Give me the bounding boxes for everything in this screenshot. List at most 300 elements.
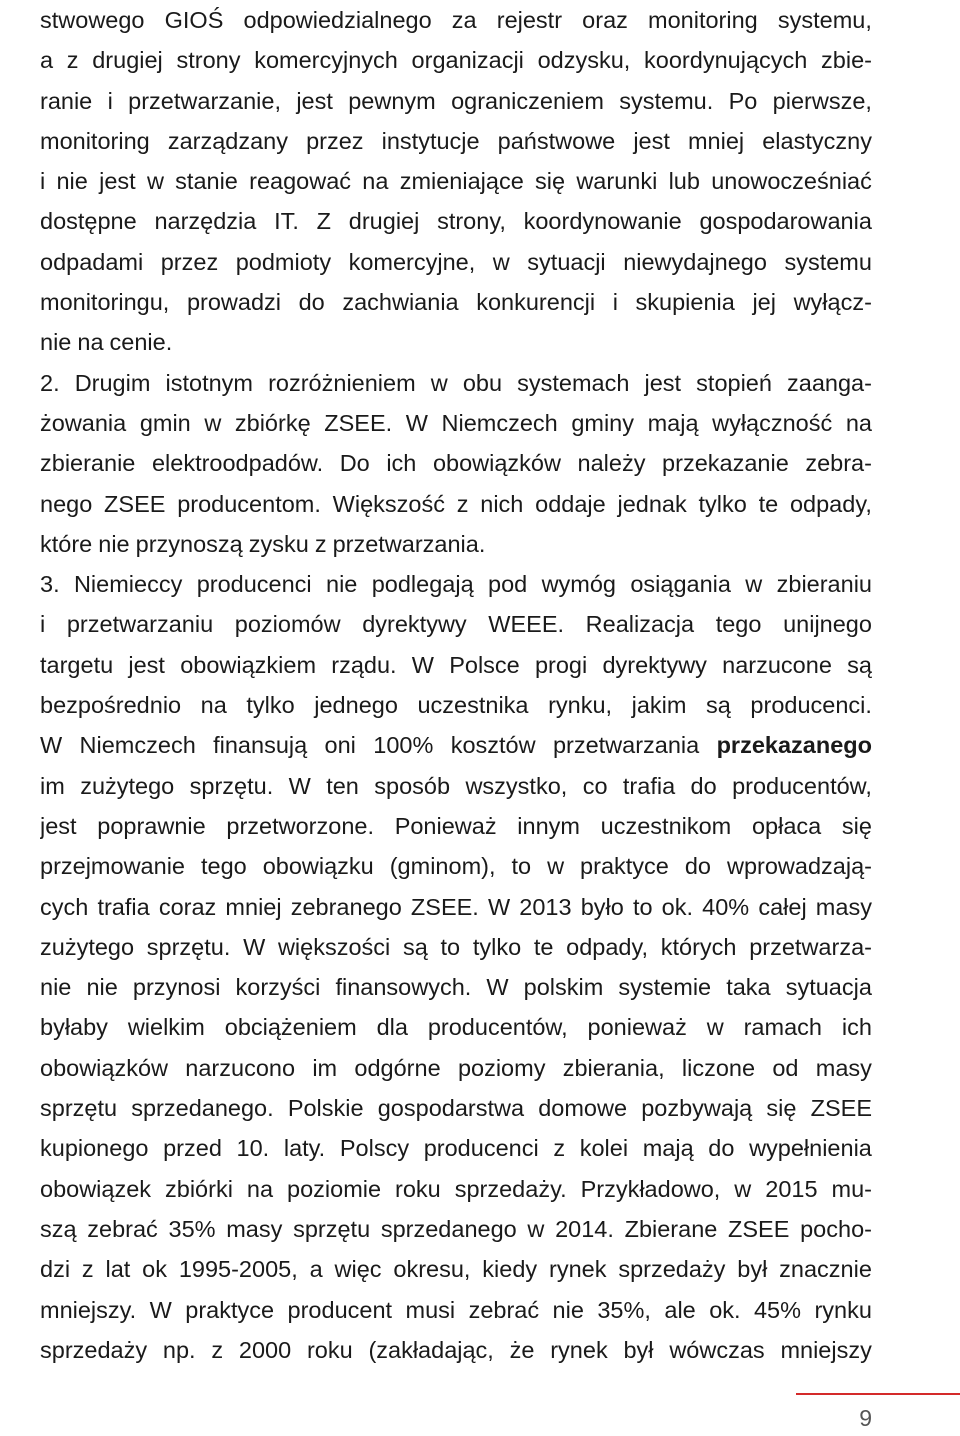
- word: producenci: [423, 1135, 539, 1162]
- word: okresu,: [393, 1256, 471, 1283]
- word: należy: [577, 450, 646, 477]
- word: zebranego: [290, 893, 402, 920]
- word: odgórne: [354, 1054, 441, 1081]
- word: ZSEE: [728, 1215, 790, 1242]
- word: byłaby: [40, 1014, 108, 1041]
- word: 3.: [40, 571, 60, 598]
- word: przetwarza-: [749, 933, 872, 960]
- word: a: [309, 1256, 323, 1283]
- word: 2013: [519, 893, 572, 920]
- word: ograniczeniem: [451, 87, 604, 114]
- word: zbieraniu: [776, 571, 872, 598]
- word: z: [456, 490, 469, 517]
- word: koordynowanie: [523, 208, 682, 235]
- word: ich: [841, 1014, 872, 1041]
- word: w: [527, 1215, 545, 1242]
- word: podmioty: [235, 248, 332, 275]
- word: wprowadzają-: [726, 853, 872, 880]
- word: opłaca: [751, 812, 822, 839]
- word: sprzętu: [40, 1095, 118, 1122]
- word: jest: [633, 127, 670, 154]
- word: w: [146, 168, 164, 195]
- word: stwowego: [40, 7, 145, 33]
- word: zbieranie: [40, 450, 136, 477]
- footer-rule: [796, 1393, 960, 1395]
- word: producentów,: [732, 772, 872, 799]
- word: tylko: [246, 692, 295, 719]
- text-line: [40, 1088, 872, 1128]
- word: na: [845, 409, 872, 436]
- word: na: [200, 692, 227, 719]
- word: zbie-: [821, 47, 872, 74]
- text-line: [40, 564, 872, 604]
- word: taka: [726, 974, 771, 1001]
- text-line: [40, 1128, 872, 1168]
- word: rynku,: [548, 692, 613, 719]
- word: rynek: [549, 1256, 607, 1283]
- word: organizacji: [411, 47, 524, 74]
- word: zysku: [248, 530, 309, 557]
- word: oraz: [582, 7, 628, 33]
- word: i: [40, 168, 46, 195]
- word: trafia: [622, 772, 676, 799]
- word: ten: [326, 772, 359, 799]
- word: zbiórki: [165, 1175, 233, 1202]
- word: Większość: [332, 490, 445, 517]
- word: mają: [642, 1135, 694, 1162]
- word: Zbierane: [624, 1215, 718, 1242]
- word: Do: [339, 450, 370, 477]
- word: zmieniające: [399, 168, 524, 195]
- text-line: [40, 1048, 872, 1088]
- word: do: [684, 853, 711, 880]
- word: szą: [40, 1215, 77, 1242]
- word: zachwiania: [342, 289, 459, 316]
- word: nie: [40, 329, 72, 356]
- word: w: [547, 853, 565, 880]
- word: nie: [326, 571, 358, 598]
- text-line: [40, 282, 872, 322]
- word: coraz: [158, 893, 217, 920]
- word: więc: [334, 1256, 382, 1283]
- word: do: [690, 772, 717, 799]
- word: W: [243, 933, 266, 960]
- word: obowiązków: [40, 1054, 169, 1081]
- word: a: [40, 47, 54, 74]
- word: przez: [160, 248, 219, 275]
- word: cenie.: [109, 329, 173, 356]
- word: był: [623, 1336, 654, 1363]
- word: poziomie: [287, 1175, 382, 1202]
- text-line: [40, 806, 872, 846]
- word: monitoringu,: [40, 289, 170, 316]
- word: są: [847, 651, 872, 678]
- word: ZSEE.: [410, 893, 479, 920]
- word: przynoszą: [135, 530, 243, 557]
- word: wielkim: [127, 1014, 205, 1041]
- word: roku: [395, 1175, 441, 1202]
- word: unijnego: [783, 611, 872, 638]
- word: państwowe: [497, 127, 616, 154]
- text-line: [40, 766, 872, 806]
- word: Polscy: [339, 1135, 410, 1162]
- word: których: [660, 933, 737, 960]
- word: musi: [405, 1296, 456, 1323]
- word: w: [734, 1175, 752, 1202]
- word: mu-: [831, 1175, 872, 1202]
- word: systemie: [618, 974, 712, 1001]
- word: 1995-2005,: [178, 1256, 298, 1283]
- word: do: [708, 1135, 735, 1162]
- word: ZSEE: [104, 490, 166, 517]
- word: nie: [98, 530, 130, 557]
- word: na: [246, 1175, 274, 1202]
- word: przetwarzania: [552, 732, 700, 759]
- text-line: [40, 725, 872, 765]
- document-body: [40, 0, 872, 1370]
- word: Niemczech: [79, 732, 196, 759]
- word: monitoring: [648, 7, 758, 33]
- word: obowiązkiem: [180, 651, 317, 678]
- word: to: [511, 853, 532, 880]
- word: producenci.: [750, 692, 872, 719]
- word: znacznie: [779, 1256, 872, 1283]
- word: Z: [316, 208, 332, 235]
- text-line: [40, 927, 872, 967]
- word: poprawnie: [97, 812, 206, 839]
- word: producentom.: [177, 490, 321, 517]
- word: Ponieważ: [394, 812, 497, 839]
- word: mniej: [225, 893, 282, 920]
- word: sprzętu.: [189, 772, 274, 799]
- text-line: [40, 645, 872, 685]
- word: unowocześniać: [711, 168, 872, 195]
- word: sytuacji: [527, 248, 606, 275]
- word: sposób: [374, 772, 451, 799]
- word: gmin: [139, 409, 191, 436]
- word: w: [492, 248, 510, 275]
- word: sprzedaży.: [454, 1175, 567, 1202]
- word: 40%: [702, 893, 750, 920]
- word: wypełnienia: [749, 1135, 872, 1162]
- word: ok.: [661, 893, 694, 920]
- word: z: [553, 1135, 566, 1162]
- word: uczestnikom: [600, 812, 732, 839]
- word: zebra-: [805, 450, 872, 477]
- word: zużytego: [40, 933, 135, 960]
- word: elektroodpadów.: [151, 450, 324, 477]
- word: w: [204, 409, 222, 436]
- word: Polsce: [449, 651, 520, 678]
- word: systemu,: [777, 7, 872, 33]
- word: praktyce: [580, 853, 669, 880]
- word: 100%: [373, 732, 434, 759]
- text-line: [40, 1169, 872, 1209]
- word: gminy: [571, 409, 634, 436]
- word: nie: [552, 1296, 584, 1323]
- word: progi: [534, 651, 588, 678]
- word: 2014.: [555, 1215, 614, 1242]
- word: przetwarzanie,: [128, 87, 281, 114]
- word: na: [77, 329, 104, 356]
- word: ale: [664, 1296, 696, 1323]
- word: poziomów: [234, 611, 341, 638]
- word: ZSEE.: [324, 409, 393, 436]
- word: masy: [226, 1215, 283, 1242]
- page-number: 9: [859, 1405, 872, 1431]
- word: systemu.: [619, 87, 714, 114]
- word: systemach: [517, 369, 630, 396]
- word: strony: [176, 47, 241, 74]
- text-line: [40, 40, 872, 80]
- word: jednak: [617, 490, 687, 517]
- word: drugiej: [92, 47, 163, 74]
- word: GIOŚ: [164, 7, 224, 33]
- word: odpady,: [789, 490, 872, 517]
- word: instytucje: [381, 127, 480, 154]
- word: jest: [644, 369, 682, 396]
- word: mniejszy: [780, 1336, 872, 1363]
- word: te: [758, 490, 779, 517]
- word: narzędzia: [154, 208, 257, 235]
- word: nie: [56, 168, 88, 195]
- word: większości: [277, 933, 391, 960]
- word: komercyjnych: [254, 47, 398, 74]
- word: W: [40, 732, 63, 759]
- word: tego: [200, 853, 247, 880]
- word: np.: [162, 1336, 196, 1363]
- word: obciążeniem: [224, 1014, 357, 1041]
- word: przez: [306, 127, 364, 154]
- word: dla: [376, 1014, 408, 1041]
- word: co: [582, 772, 608, 799]
- word: W: [149, 1296, 172, 1323]
- word: ramach: [743, 1014, 822, 1041]
- word: wówczas: [669, 1336, 765, 1363]
- word: bezpośrednio: [40, 692, 182, 719]
- word: sprzedanego.: [131, 1095, 274, 1122]
- word: żowania: [40, 409, 127, 436]
- word: pozbywają: [641, 1095, 753, 1122]
- word: było: [580, 893, 624, 920]
- word: im: [312, 1054, 338, 1081]
- word: sprzedanego: [380, 1215, 517, 1242]
- word: laty.: [283, 1135, 326, 1162]
- word: jest: [128, 651, 165, 678]
- word: pocho-: [800, 1215, 872, 1242]
- text-line: [40, 1330, 872, 1370]
- word: 10.: [236, 1135, 270, 1162]
- text-line: [40, 846, 872, 886]
- word: reagować: [249, 168, 352, 195]
- word: kosztów: [450, 732, 536, 759]
- word: od: [772, 1054, 799, 1081]
- word: wszystko,: [465, 772, 568, 799]
- text-line: [40, 604, 872, 644]
- word: praktyce: [185, 1296, 275, 1323]
- word: dostępne: [40, 208, 137, 235]
- word: masy: [815, 1054, 872, 1081]
- word: nie: [86, 974, 118, 1001]
- word: narzucono: [185, 1054, 296, 1081]
- text-line: [40, 322, 872, 362]
- word: przynosi: [132, 974, 221, 1001]
- word: oddaje: [535, 490, 606, 517]
- word: Niemieccy: [73, 571, 183, 598]
- word: jej: [752, 289, 776, 316]
- word: rozróżnieniem: [268, 369, 416, 396]
- word: gospodarstwa: [377, 1095, 525, 1122]
- text-line: [40, 1249, 872, 1289]
- text-line: [40, 242, 872, 282]
- word: 2015: [765, 1175, 818, 1202]
- word: się: [766, 1095, 797, 1122]
- word: są: [402, 933, 428, 960]
- text-line: [40, 1007, 872, 1047]
- word: poziomy: [457, 1054, 546, 1081]
- word: W: [487, 893, 511, 920]
- word: które: [40, 530, 93, 557]
- word: im: [40, 772, 65, 799]
- word: w: [706, 1014, 724, 1041]
- word: że: [509, 1336, 535, 1363]
- word: podlegają: [371, 571, 474, 598]
- word: dyrektywy: [602, 651, 707, 678]
- word: narzucone: [722, 651, 832, 678]
- word: stopień: [696, 369, 772, 396]
- word: zaanga-: [787, 369, 872, 396]
- text-line: [40, 0, 872, 40]
- word: kiedy: [482, 1256, 538, 1283]
- word: te: [533, 933, 554, 960]
- word: monitoring: [40, 127, 150, 154]
- word: i: [40, 611, 46, 638]
- text-line: [40, 403, 872, 443]
- word: z: [314, 530, 327, 557]
- word: przejmowanie: [40, 853, 185, 880]
- word: Drugim: [74, 369, 151, 396]
- word: elastyczny: [762, 127, 872, 154]
- word: 35%: [168, 1215, 216, 1242]
- word: konkurencji: [476, 289, 596, 316]
- word: W: [405, 409, 428, 436]
- word: producentów,: [427, 1014, 568, 1041]
- text-line: [40, 524, 872, 564]
- word: dyrektywy: [362, 611, 467, 638]
- word: mniej: [687, 127, 745, 154]
- word: niewydajnego: [623, 248, 767, 275]
- word: finansują: [213, 732, 308, 759]
- word: stanie: [175, 168, 238, 195]
- word: zbierania,: [562, 1054, 665, 1081]
- bold-word: przekazanego: [716, 732, 872, 759]
- word: przetwarzaniu: [66, 611, 214, 638]
- word: drugiej: [348, 208, 420, 235]
- word: oni: [324, 732, 356, 759]
- word: obowiązków: [432, 450, 561, 477]
- word: się: [535, 168, 566, 195]
- word: tylko: [698, 490, 747, 517]
- word: w: [430, 369, 448, 396]
- word: rynku: [814, 1296, 872, 1323]
- word: gospodarowania: [699, 208, 872, 235]
- word: ZSEE: [810, 1095, 872, 1122]
- word: tego: [715, 611, 762, 638]
- word: tylko: [472, 933, 522, 960]
- word: ich: [386, 450, 417, 477]
- word: lub: [668, 168, 700, 195]
- word: jest: [99, 168, 136, 195]
- word: 2.: [40, 369, 60, 396]
- word: trafia: [97, 893, 150, 920]
- word: pierwsze,: [772, 87, 872, 114]
- word: mają: [647, 409, 699, 436]
- word: skupienia: [635, 289, 735, 316]
- word: przed: [163, 1135, 222, 1162]
- word: kupionego: [40, 1135, 149, 1162]
- text-line: [40, 887, 872, 927]
- word: sytuacja: [785, 974, 872, 1001]
- word: finansowych.: [335, 974, 472, 1001]
- word: był: [737, 1256, 768, 1283]
- word: całej: [758, 893, 807, 920]
- word: nego: [40, 490, 93, 517]
- word: pod: [488, 571, 528, 598]
- word: z: [81, 1256, 94, 1283]
- word: rynek: [550, 1336, 608, 1363]
- word: jest: [296, 87, 333, 114]
- text-line: [40, 484, 872, 524]
- word: to: [632, 893, 653, 920]
- word: osiągania: [630, 571, 731, 598]
- word: WEEE.: [488, 611, 565, 638]
- word: się: [841, 812, 872, 839]
- word: mniejszy.: [40, 1296, 137, 1323]
- word: przetwarzania.: [332, 530, 486, 557]
- word: producenci: [196, 571, 312, 598]
- word: z: [211, 1336, 224, 1363]
- word: masy: [815, 893, 872, 920]
- word: komercyjne,: [348, 248, 476, 275]
- text-line: [40, 363, 872, 403]
- word: przekazanie: [662, 450, 789, 477]
- word: istotnym: [165, 369, 253, 396]
- word: polskim: [523, 974, 604, 1001]
- word: lat: [105, 1256, 131, 1283]
- word: Przykładowo,: [580, 1175, 721, 1202]
- text-line: [40, 1209, 872, 1249]
- word: zarządzany: [167, 127, 288, 154]
- word: zbiórkę: [234, 409, 311, 436]
- word: wyłączność: [712, 409, 833, 436]
- word: zużytego: [80, 772, 175, 799]
- word: rządu.: [331, 651, 397, 678]
- text-line: [40, 685, 872, 725]
- word: z: [66, 47, 79, 74]
- word: odzysku,: [537, 47, 631, 74]
- word: jakim: [631, 692, 687, 719]
- word: W: [411, 651, 434, 678]
- text-line: [40, 201, 872, 241]
- text-line: [40, 443, 872, 483]
- word: jest: [40, 812, 77, 839]
- word: systemu: [784, 248, 872, 275]
- word: cych: [40, 893, 89, 920]
- word: roku: [306, 1336, 353, 1363]
- word: koordynujących: [644, 47, 808, 74]
- word: ponieważ: [587, 1014, 687, 1041]
- word: i: [107, 87, 113, 114]
